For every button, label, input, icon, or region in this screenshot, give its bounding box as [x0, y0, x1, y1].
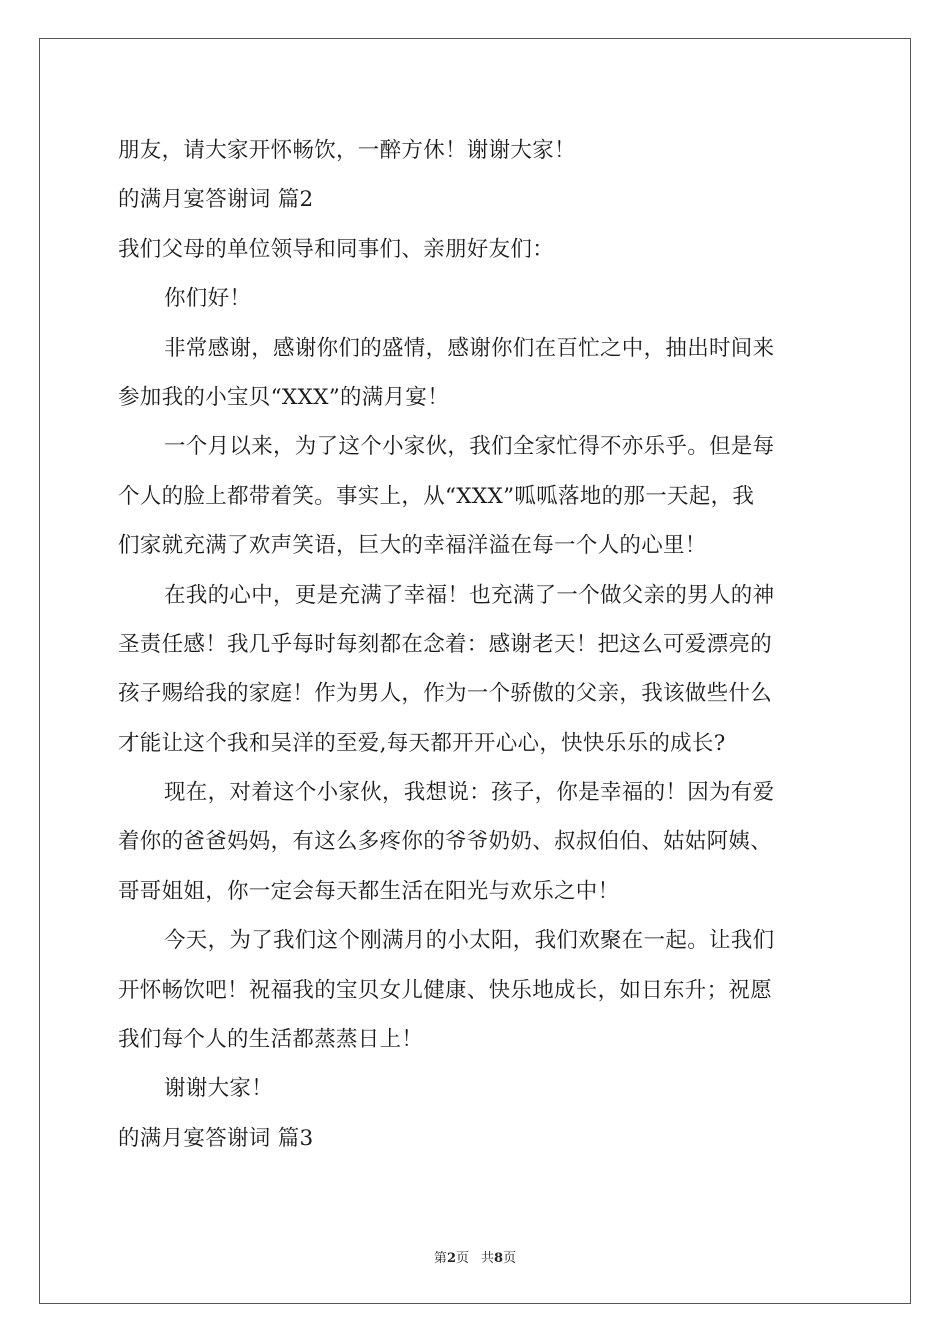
paragraph-line: 参加我的小宝贝“XXX”的满月宴！ — [118, 384, 450, 410]
paragraph-line: 一个月以来，为了这个小家伙，我们全家忙得不亦乐乎。但是每 — [164, 434, 775, 460]
page-total: 8 — [494, 1251, 504, 1266]
paragraph-line: 着你的爸爸妈妈，有这么多疼你的爷爷奶奶、叔叔伯伯、姑姑阿姨、 — [118, 829, 773, 855]
text-line: 朋友，请大家开怀畅饮，一醉方休！谢谢大家！ — [118, 138, 576, 163]
section-heading: 的满月宴答谢词 篇2 — [118, 187, 314, 213]
paragraph-line: 才能让这个我和吴洋的至爱,每天都开开心心，快快乐乐的成长? — [118, 730, 726, 756]
paragraph-line: 圣责任感！我几乎每时每刻都在念着：感谢老天！把这么可爱漂亮的 — [118, 631, 773, 657]
paragraph-line: 现在，对着这个小家伙，我想说：孩子，你是幸福的！因为有爱 — [164, 780, 775, 806]
paragraph-line: 我们每个人的生活都蒸蒸日上！ — [118, 1027, 424, 1053]
paragraph-line: 非常感谢，感谢你们的盛情，感谢你们在百忙之中，抽出时间来 — [164, 335, 775, 361]
paragraph-line: 孩子赐给我的家庭！作为男人，作为一个骄傲的父亲，我该做些什么 — [118, 681, 773, 707]
paragraph-line: 哥哥姐姐，你一定会每天都生活在阳光与欢乐之中！ — [118, 878, 620, 904]
page-current: 2 — [446, 1251, 456, 1266]
closing-line: 谢谢大家！ — [164, 1076, 274, 1102]
total-suffix: 页 — [503, 1251, 517, 1266]
greeting: 你们好！ — [164, 286, 252, 312]
salutation: 我们父母的单位领导和同事们、亲朋好友们： — [118, 236, 555, 262]
paragraph-line: 们家就充满了欢声笑语，巨大的幸福洋溢在每一个人的心里！ — [118, 533, 707, 559]
page-suffix: 页 — [455, 1251, 469, 1266]
paragraph-line: 在我的心中，更是充满了幸福！也充满了一个做父亲的男人的神 — [164, 582, 775, 608]
total-prefix: 共 — [481, 1251, 495, 1266]
page-prefix: 第 — [433, 1251, 447, 1266]
paragraph-line: 今天，为了我们这个刚满月的小太阳，我们欢聚在一起。让我们 — [164, 928, 775, 954]
page-footer — [0, 1247, 950, 1266]
paragraph-line: 个人的脸上都带着笑。事实上，从“XXX”呱呱落地的那一天起，我 — [118, 483, 755, 509]
document-body — [118, 126, 834, 1163]
paragraph-line: 开怀畅饮吧！祝福我的宝贝女儿健康、快乐地成长，如日东升；祝愿 — [118, 977, 773, 1003]
section-heading: 的满月宴答谢词 篇3 — [118, 1125, 314, 1151]
